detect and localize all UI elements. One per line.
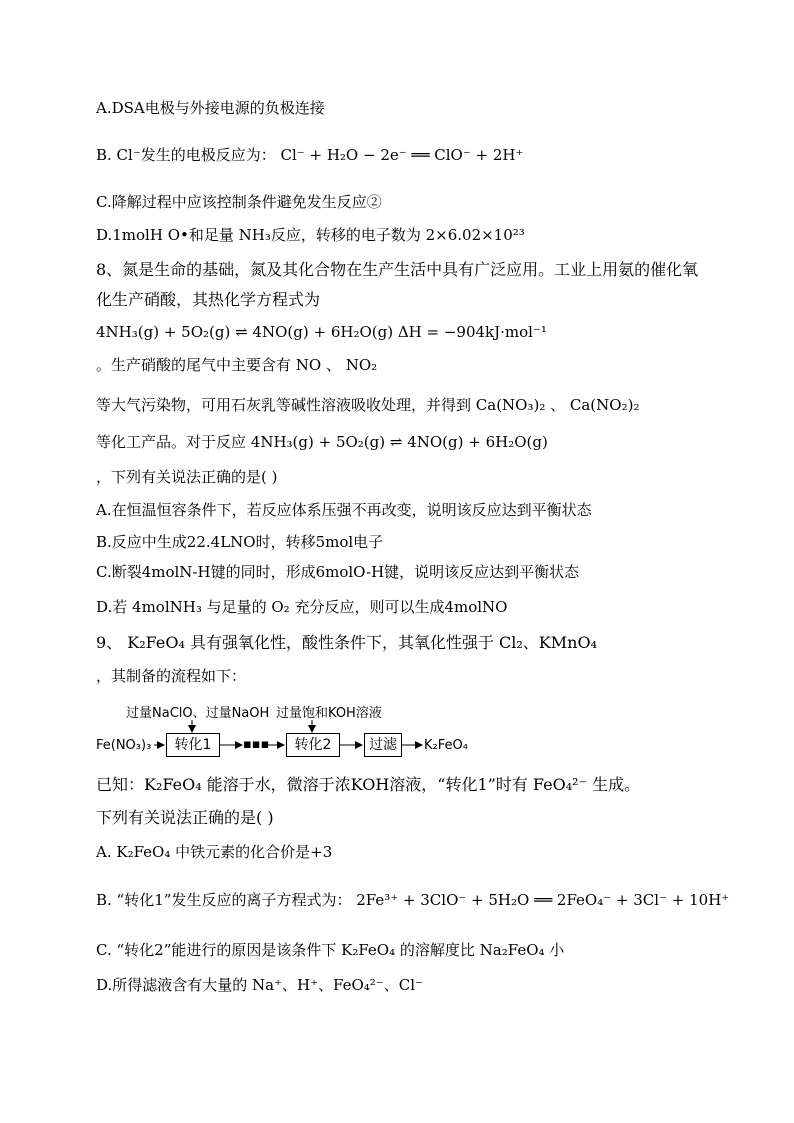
q8-stem-line-1: 8、氮是生命的基础，氮及其化合物在生产生活中具有广泛应用。工业上用氨的催化氧 <box>96 260 699 279</box>
q7-option-c: C.降解过程中应该控制条件避免发生反应② <box>96 193 382 211</box>
flow-reagent-2: 过量饱和KOH溶液 <box>276 706 382 721</box>
q7-option-b: B. Cl⁻发生的电极反应为： Cl⁻ + H₂O − 2e⁻ ══ ClO⁻ + 2H⁺ <box>96 146 524 164</box>
flow-box-filter: 过滤 <box>364 733 402 757</box>
q9-option-a: A. K₂FeO₄ 中铁元素的化合价是+3 <box>96 843 333 861</box>
q7-option-a: A.DSA电极与外接电源的负极连接 <box>96 99 325 117</box>
flow-reagent-1: 过量NaClO、过量NaOH <box>126 706 270 721</box>
q8-option-a: A.在恒温恒容条件下，若反应体系压强不再改变，说明该反应达到平衡状态 <box>96 501 592 519</box>
q8-option-c: C.断裂4molN-H键的同时，形成6molO-H键，说明该反应达到平衡状态 <box>96 563 580 581</box>
q9-question: 下列有关说法正确的是( ) <box>96 808 274 827</box>
q7-option-d: D.1molH O•和足量 NH₃反应，转移的电子数为 2×6.02×10²³ <box>96 226 525 244</box>
flow-product: K₂FeO₄ <box>424 738 468 753</box>
flow-dots: ▪▪▪ <box>243 737 270 752</box>
q8-stem-line-5: 等化工产品。对于反应 4NH₃(g) + 5O₂(g) ⇌ 4NO(g) + 6H₂O(g) <box>96 433 548 451</box>
q9-flow-diagram <box>96 700 516 768</box>
q8-stem-line-2: 化生产硝酸，其热化学方程式为 <box>96 290 321 309</box>
flow-box-conversion-2: 转化2 <box>286 733 340 757</box>
q9-stem-line-2: ，其制备的流程如下： <box>96 667 247 685</box>
q8-stem-line-3: 。生产硝酸的尾气中主要含有 NO 、 NO₂ <box>96 356 378 374</box>
flow-start-material: Fe(NO₃)₃ <box>96 738 152 753</box>
q9-option-c: C. “转化2”能进行的原因是该条件下 K₂FeO₄ 的溶解度比 Na₂FeO₄ 小 <box>96 941 565 959</box>
q9-stem-line-1: 9、 K₂FeO₄ 具有强氧化性，酸性条件下，其氧化性强于 Cl₂、KMnO₄ <box>96 633 597 652</box>
q8-option-d: D.若 4molNH₃ 与足量的 O₂ 充分反应，则可以生成4molNO <box>96 598 508 616</box>
q8-option-b: B.反应中生成22.4LNO时，转移5mol电子 <box>96 533 384 551</box>
q9-known-info: 已知：K₂FeO₄ 能溶于水，微溶于浓KOH溶液，“转化1”时有 FeO₄²⁻ 生成。 <box>96 775 641 794</box>
q8-thermochemical-equation: 4NH₃(g) + 5O₂(g) ⇌ 4NO(g) + 6H₂O(g) ΔH = −904kJ·mol⁻¹ <box>96 323 547 341</box>
q8-stem-line-6: ，下列有关说法正确的是( ) <box>96 468 278 486</box>
q9-option-b: B. “转化1”发生反应的离子方程式为： 2Fe³⁺ + 3ClO⁻ + 5H₂O ══ 2FeO₄⁻ + 3Cl⁻ + 10H⁺ <box>96 891 730 909</box>
q8-stem-line-4: 等大气污染物，可用石灰乳等碱性溶液吸收处理，并得到 Ca(NO₃)₂ 、 Ca(NO₂)₂ <box>96 396 640 414</box>
q9-option-d: D.所得滤液含有大量的 Na⁺、H⁺、FeO₄²⁻、Cl⁻ <box>96 976 423 994</box>
flow-box-conversion-1: 转化1 <box>166 733 220 757</box>
